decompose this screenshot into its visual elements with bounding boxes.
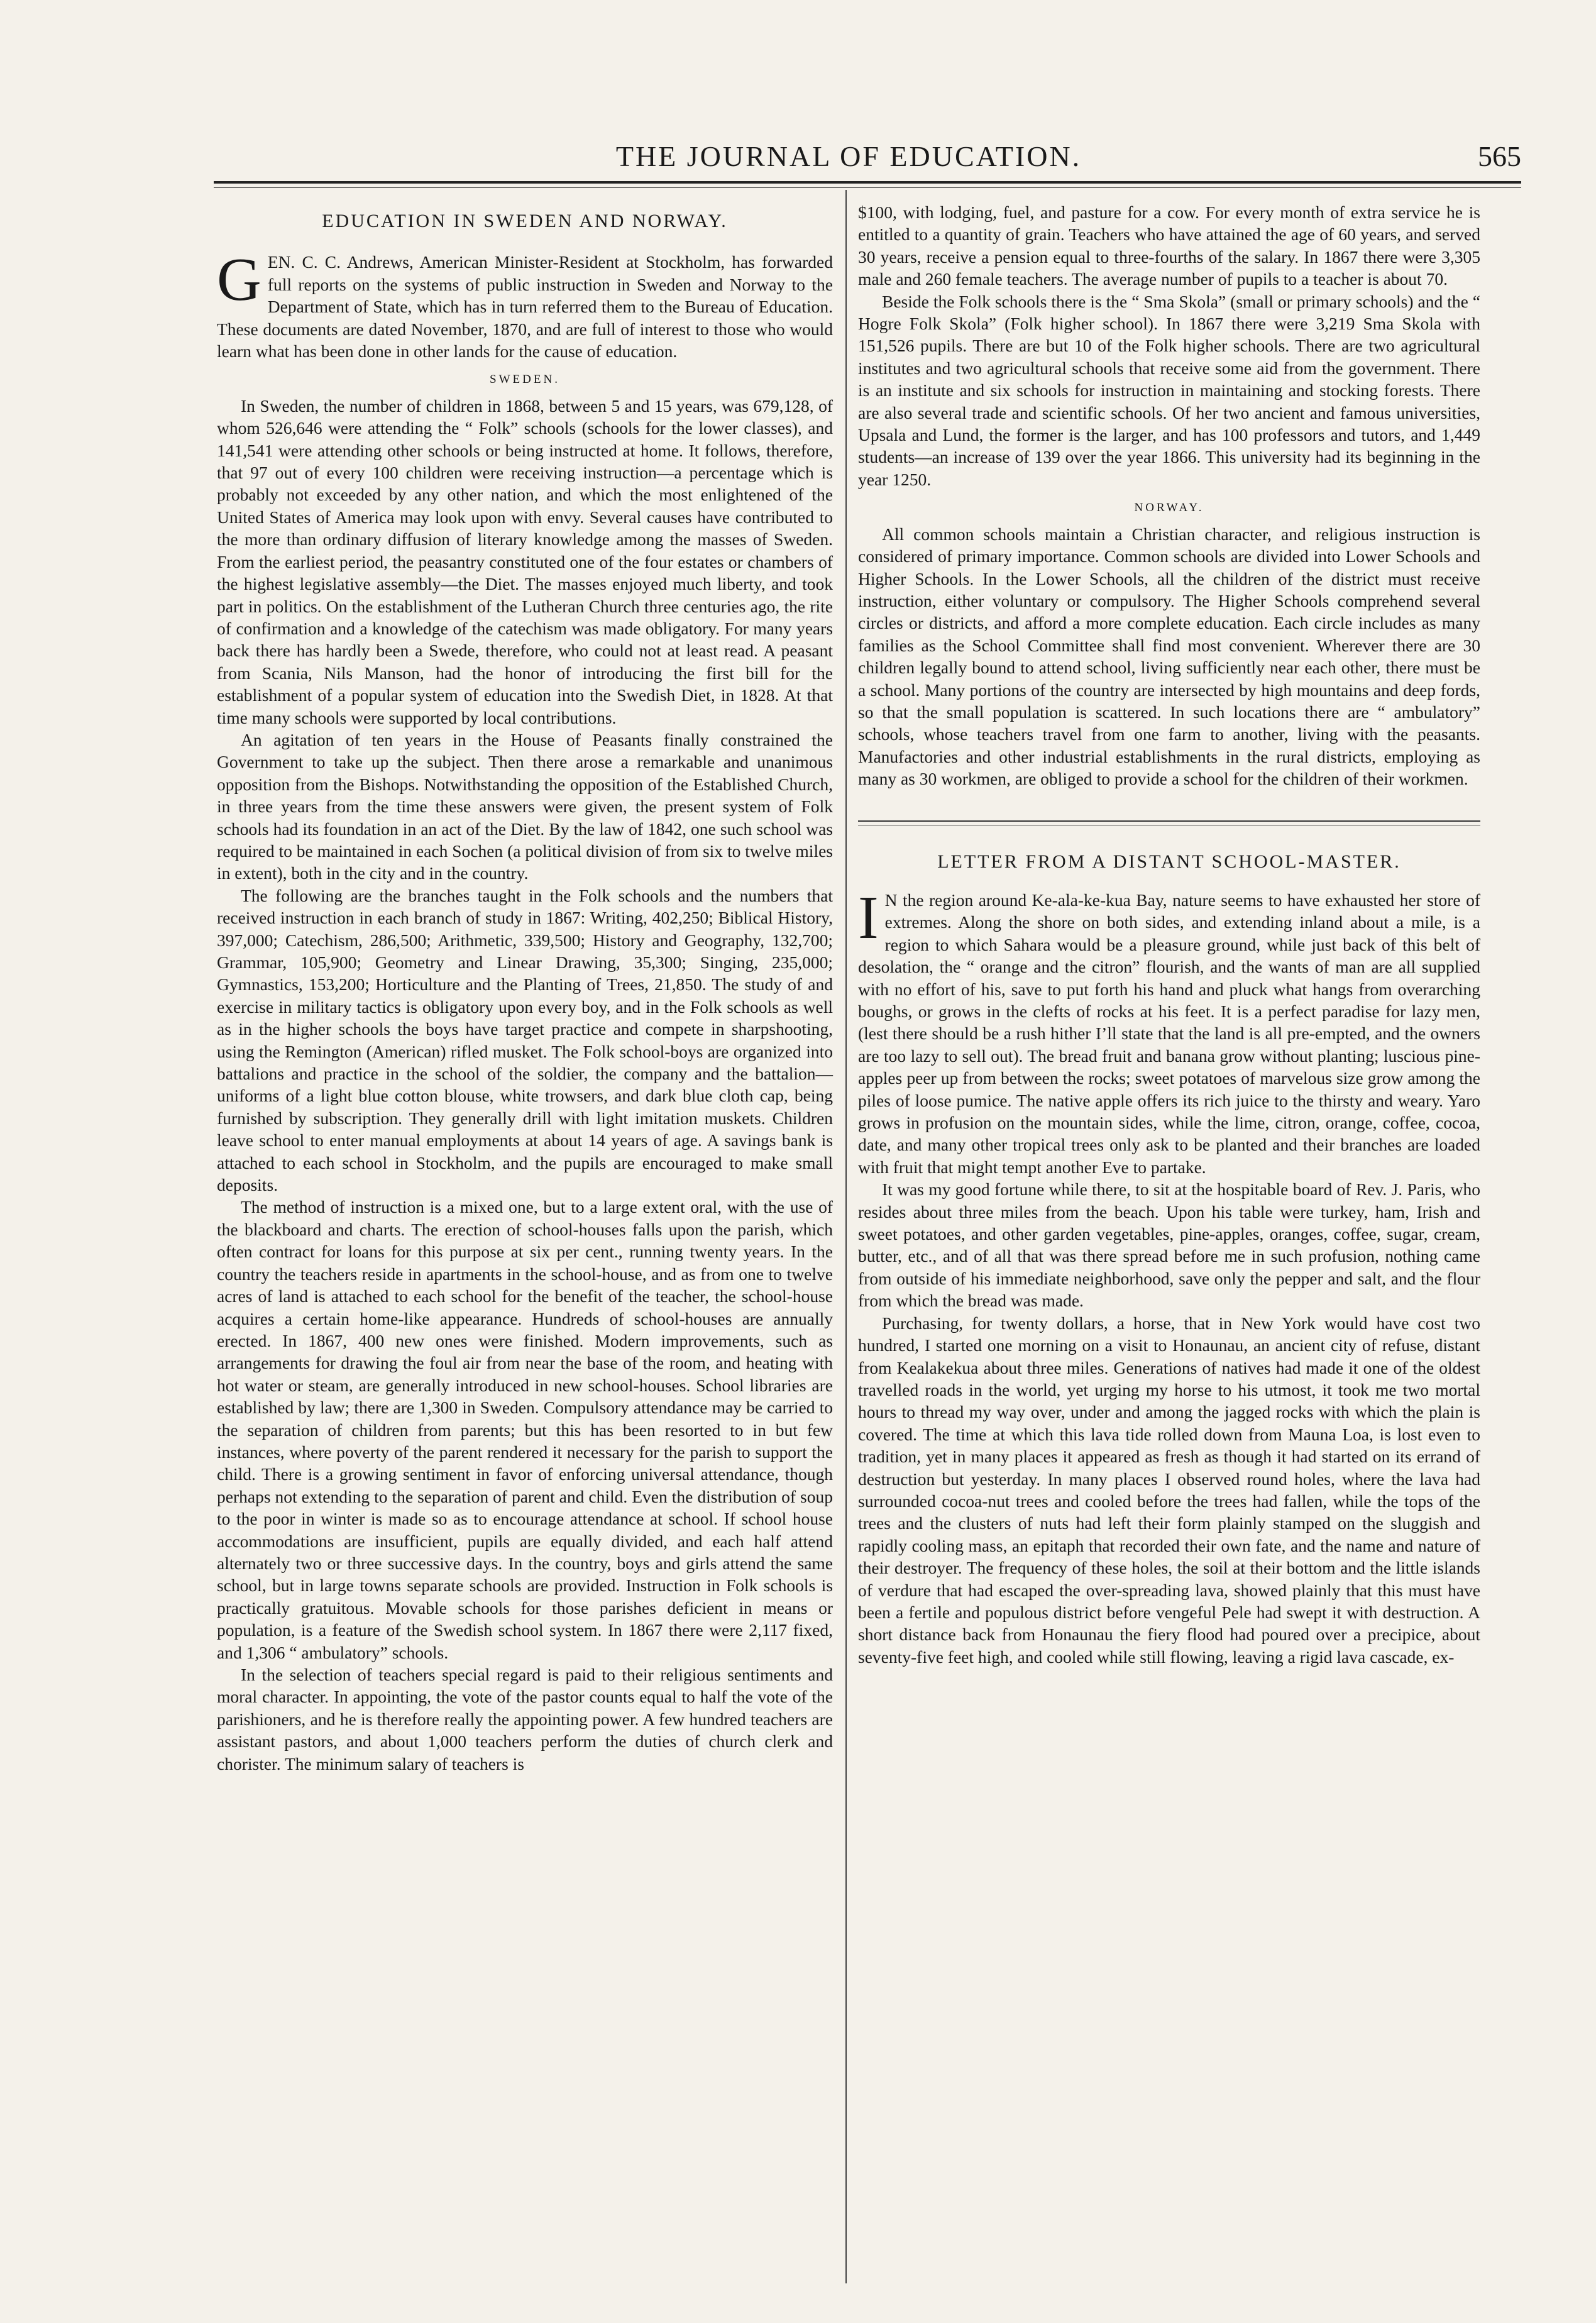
letter-paragraph-2: It was my good fortune while there, to sit at the hospitable board of Rev. J. Paris, who resides about three miles from the beach. Upon his table were turkey, ham, Irish and sweet potatoes, and other garden vegetables, pine-apples, oranges, coffee, sugar, cream, butter, etc., and of all that was there spread before me in such profusion, nothing came from outside of his immediate neighborhood, save only the pepper and salt, and the flour from which the bread was made. [858,1179,1480,1311]
journal-title: THE JOURNAL OF EDUCATION. [615,140,1082,172]
letter-text-1: N the region around Ke-ala-ke-kua Bay, nature seems to have exhausted her store of extremes. Along the shore on both sides, and extending inland about a mile, is a region to which Sahara would be a pleasure ground, while just back of this belt of desolation, the “ orange and the citron” flourish, and the wants of man are all supplied with no effort of his, save to put forth his hand and pluck what hangs from overarching boughs, or grows in the clefts of rocks at his feet. It is a perfect paradise for lazy men, (lest there should be a rush hither I’ll state that the land is all pre-empted, and the owners are too lazy to sell out). The bread fruit and banana grow without planting; luscious pine-apples peer up from between the rocks; sweet potatoes of marvelous size grow among the piles of loose pumice. The native apple offers its rich juice to the thirsty and weary. Yaro grows in profusion on the mountain sides, while the lime, citron, orange, coffee, cocoa, date, and many other tropical trees only ask to be planted and their branches are loaded with fruit that might tempt another Eve to partake. [858,890,1480,1177]
article-title-letter: LETTER FROM A DISTANT SCHOOL-MASTER. [937,851,1401,872]
letter-paragraph-3: Purchasing, for twenty dollars, a horse, that in New York would have cost two hundred, I started one morning on a visit to Honaunau, an ancient city of refuse, distant from Kealakekua about three miles. Generations of natives had made it one of the oldest travelled roads in the world, yet urging my horse to his utmost, it took me two mortal hours to thread my way over, under and among the jagged rocks with which the plain is covered. The time at which this lava tide rolled down from Mauna Loa, is lost even to tradition, yet in many places it appeared as fresh as though it had started on its errand of destruction but yesterday. In many places I observed round holes, where the lava had surrounded cocoa-nut trees and cooled before the trees had fallen, while the tops of the trees and the clusters of nuts had left their form plainly stamped on the sluggish and rapidly cooling mass, an epitaph that recorded their own fate, and the name and nature of their destroyer. The frequency of these holes, the soil at their bottom and the little islands of verdure that had escaped the over-spreading lava, showed plainly that this must have been a fertile and populous district before vengeful Pele had swept it with destruction. A short distance back from Honaunau the fiery flood had poured over a precipice, about seventy-five feet high, and cooled while still flowing, leaving a rigid lava cascade, ex- [858,1313,1480,1667]
page-number: 565 [1478,140,1521,172]
section-head-norway: NORWAY. [1134,501,1204,515]
sweden-paragraph-7: Beside the Folk schools there is the “ Sma Skola” (small or primary schools) and the “ Hogre Folk Skola” (Folk higher school). In 1867 there were 3,219 Sma Skola with 151,526 pupils. There are but 10 of the Folk higher schools. There are two agricultural institutes and two agricultural schools that receive some aid from the government. There is an institute and six schools for instruction in maintaining and stocking forests. There are also several trade and scientific schools. Of her two ancient and famous universities, Upsala and Lund, the former is the larger, and has 100 professors and tutors, and 1,449 students—an increase of 139 over the year 1866. This university had its beginning in the year 1250. [858,291,1480,489]
norway-paragraph-1: All common schools maintain a Christian character, and religious instruction is considered of primary importance. Common schools are divided into Lower Schools and Higher Schools. In the Lower Schools, all the children of the district must receive instruction, either voluntary or compulsory. The Higher Schools comprehend several circles or districts, and afford a more complete education. Each circle includes as many families as the School Committee shall find most convenient. Wherever there are 30 children legally bound to attend school, living sufficiently near each other, there must be a school. Many portions of the country are intersected by high mountains and deep fords, so that the small population is scattered. In such locations there are “ ambulatory” schools, whose teachers travel from one farm to another, living with the peasants. Manufactories and other industrial establishments in the rural districts, employing as many as 30 workmen, are obliged to provide a school for the children of their workmen. [858,524,1480,789]
dropcap-g: G [217,246,261,314]
sweden-paragraph-3: The following are the branches taught in the Folk schools and the numbers that received instruction in each branch of study in 1867: Writing, 402,250; Biblical History, 397,000; Catechism, 286,500; Arithmetic, 339,500; History and Geography, 132,700; Grammar, 105,900; Geometry and Linear Drawing, 35,300; Singing, 235,000; Gymnastics, 153,200; Horticulture and the Planting of Trees, 21,850. The study of and exercise in military tactics is obligatory upon every boy, and in the Folk schools as well as in the higher schools the boys have target practice and compete in sharpshooting, using the Remington (American) rifled musket. The Folk school-boys are organized into battalions and practice in the school of the soldier, the company and the battalion—uniforms of a light blue cotton blouse, white trowsers, and dark blue cloth cap, being furnished by subscription. They generally drill with light imitation muskets. Children leave school to enter manual employments at about 14 years of age. A savings bank is attached to each school in Stockholm, and the pupils are encouraged to make small deposits. [217,885,833,1195]
dropcap-i: I [858,883,879,952]
column-divider [845,190,847,2283]
intro-text: EN. C. C. Andrews, American Minister-Resident at Stockholm, has forwarded full reports on the systems of public instruction in Sweden and Norway to the Department of State, which has in turn referred them to the Bureau of Education. These documents are dated November, 1870, and are full of interest to those who would learn what has been done in other lands for the cause of education. [217,252,833,361]
sweden-paragraph-2: An agitation of ten years in the House of Peasants finally constrained the Government to take up the subject. Then there arose a remarkable and unanimous opposition from the Bishops. Notwithstanding the opposition of the Established Church, in three years from the time these answers were given, the present system of Folk schools had its foundation in an act of the Diet. By the law of 1842, one such school was required to be maintained in each Sochen (a political division of from six to twelve miles in extent), both in the city and in the country. [217,729,833,883]
sweden-paragraph-5: In the selection of teachers special regard is paid to their religious sentiments and moral character. In appointing, the vote of the pastor counts equal to half the vote of the parishioners, and he is therefore really the appointing power. A few hundred teachers are assistant pastors, and about 1,000 teachers perform the duties of church clerk and chorister. The minimum salary of teachers is [217,1665,833,1774]
letter-paragraph-1 [858,883,1480,1178]
left-column [217,201,833,1775]
intro-paragraph [217,246,833,362]
header-rule [214,181,1521,184]
header-rule-thin [214,187,1521,188]
article-separator [858,820,1480,825]
sweden-paragraph-6: $100, with lodging, fuel, and pasture for a cow. For every month of extra service he is entitled to a quantity of grain. Teachers who have attained the age of 60 years, and served 30 years, receive a pension equal to three-fourths of the salary. In 1867 there were 3,305 male and 260 female teachers. The average number of pupils to a teacher is about 70. [858,202,1480,289]
sweden-paragraph-1: In Sweden, the number of children in 1868, between 5 and 15 years, was 679,128, of whom 526,646 were attending the “ Folk” schools (schools for the lower classes), and 141,541 were attending other schools or being instructed at home. It follows, therefore, that 97 out of every 100 children were receiving instruction—a percentage which is probably not exceeded by any other nation, and which the most enlightened of the United States of America may look upon with envy. Several causes have contributed to the more than ordinary diffusion of literary knowledge among the masses of Sweden. From the earliest period, the peasantry constituted one of the four estates or chambers of the highest legislative assembly—the Diet. The masses enjoyed much liberty, and took part in politics. On the establishment of the Lutheran Church three centuries ago, the rite of confirmation and a knowledge of the catechism was made obligatory. For many years back there has hardly been a Swede, therefore, who could not at least read. A peasant from Scania, Nils Manson, had the honor of introducing the first bill for the establishment of a popular system of education into the Swedish Diet, in 1828. At that time many schools were supported by local contributions. [217,395,833,727]
right-column [858,201,1480,1668]
sweden-paragraph-4: The method of instruction is a mixed one, but to a large extent oral, with the use of the blackboard and charts. The erection of school-houses falls upon the parish, which often contract for loans for this purpose at six per cent., running twenty years. In the country the teachers reside in apartments in the school-house, and as from one to twelve acres of land is attached to each school for the benefit of the teacher, the school-house acquires a certain home-like appearance. Hundreds of school-houses are annually erected. In 1867, 400 new ones were finished. Modern improvements, such as arrangements for drawing the foul air from near the base of the room, and heating with hot water or steam, are generally introduced in new school-houses. School libraries are established by law; there are 1,300 in Sweden. Compulsory attendance may be carried to the separation of children from parents; but this has been resorted to in but few instances, where poverty of the parent rendered it necessary for the parish to support the child. There is a growing sentiment in favor of enforcing universal attendance, though perhaps not extending to the separation of parent and child. Even the distribution of soup to the poor in winter is made so as to encourage attendance at school. If school house accommodations are insufficient, pupils are equally divided, and each half attend alternately two or three successive days. In the country, boys and girls attend the same school, but in large towns separate schools are provided. Instruction in Folk schools is practically gratuitous. Movable schools for those parishes deficient in means or population, is a feature of the Swedish school system. In 1867 there were 2,117 fixed, and 1,306 “ ambulatory” schools. [217,1197,833,1662]
page-header [214,140,1521,177]
separator-rule-1 [858,820,1480,822]
section-head-sweden: SWEDEN. [490,373,560,387]
article-title-sweden-norway: EDUCATION IN SWEDEN AND NORWAY. [322,211,728,231]
